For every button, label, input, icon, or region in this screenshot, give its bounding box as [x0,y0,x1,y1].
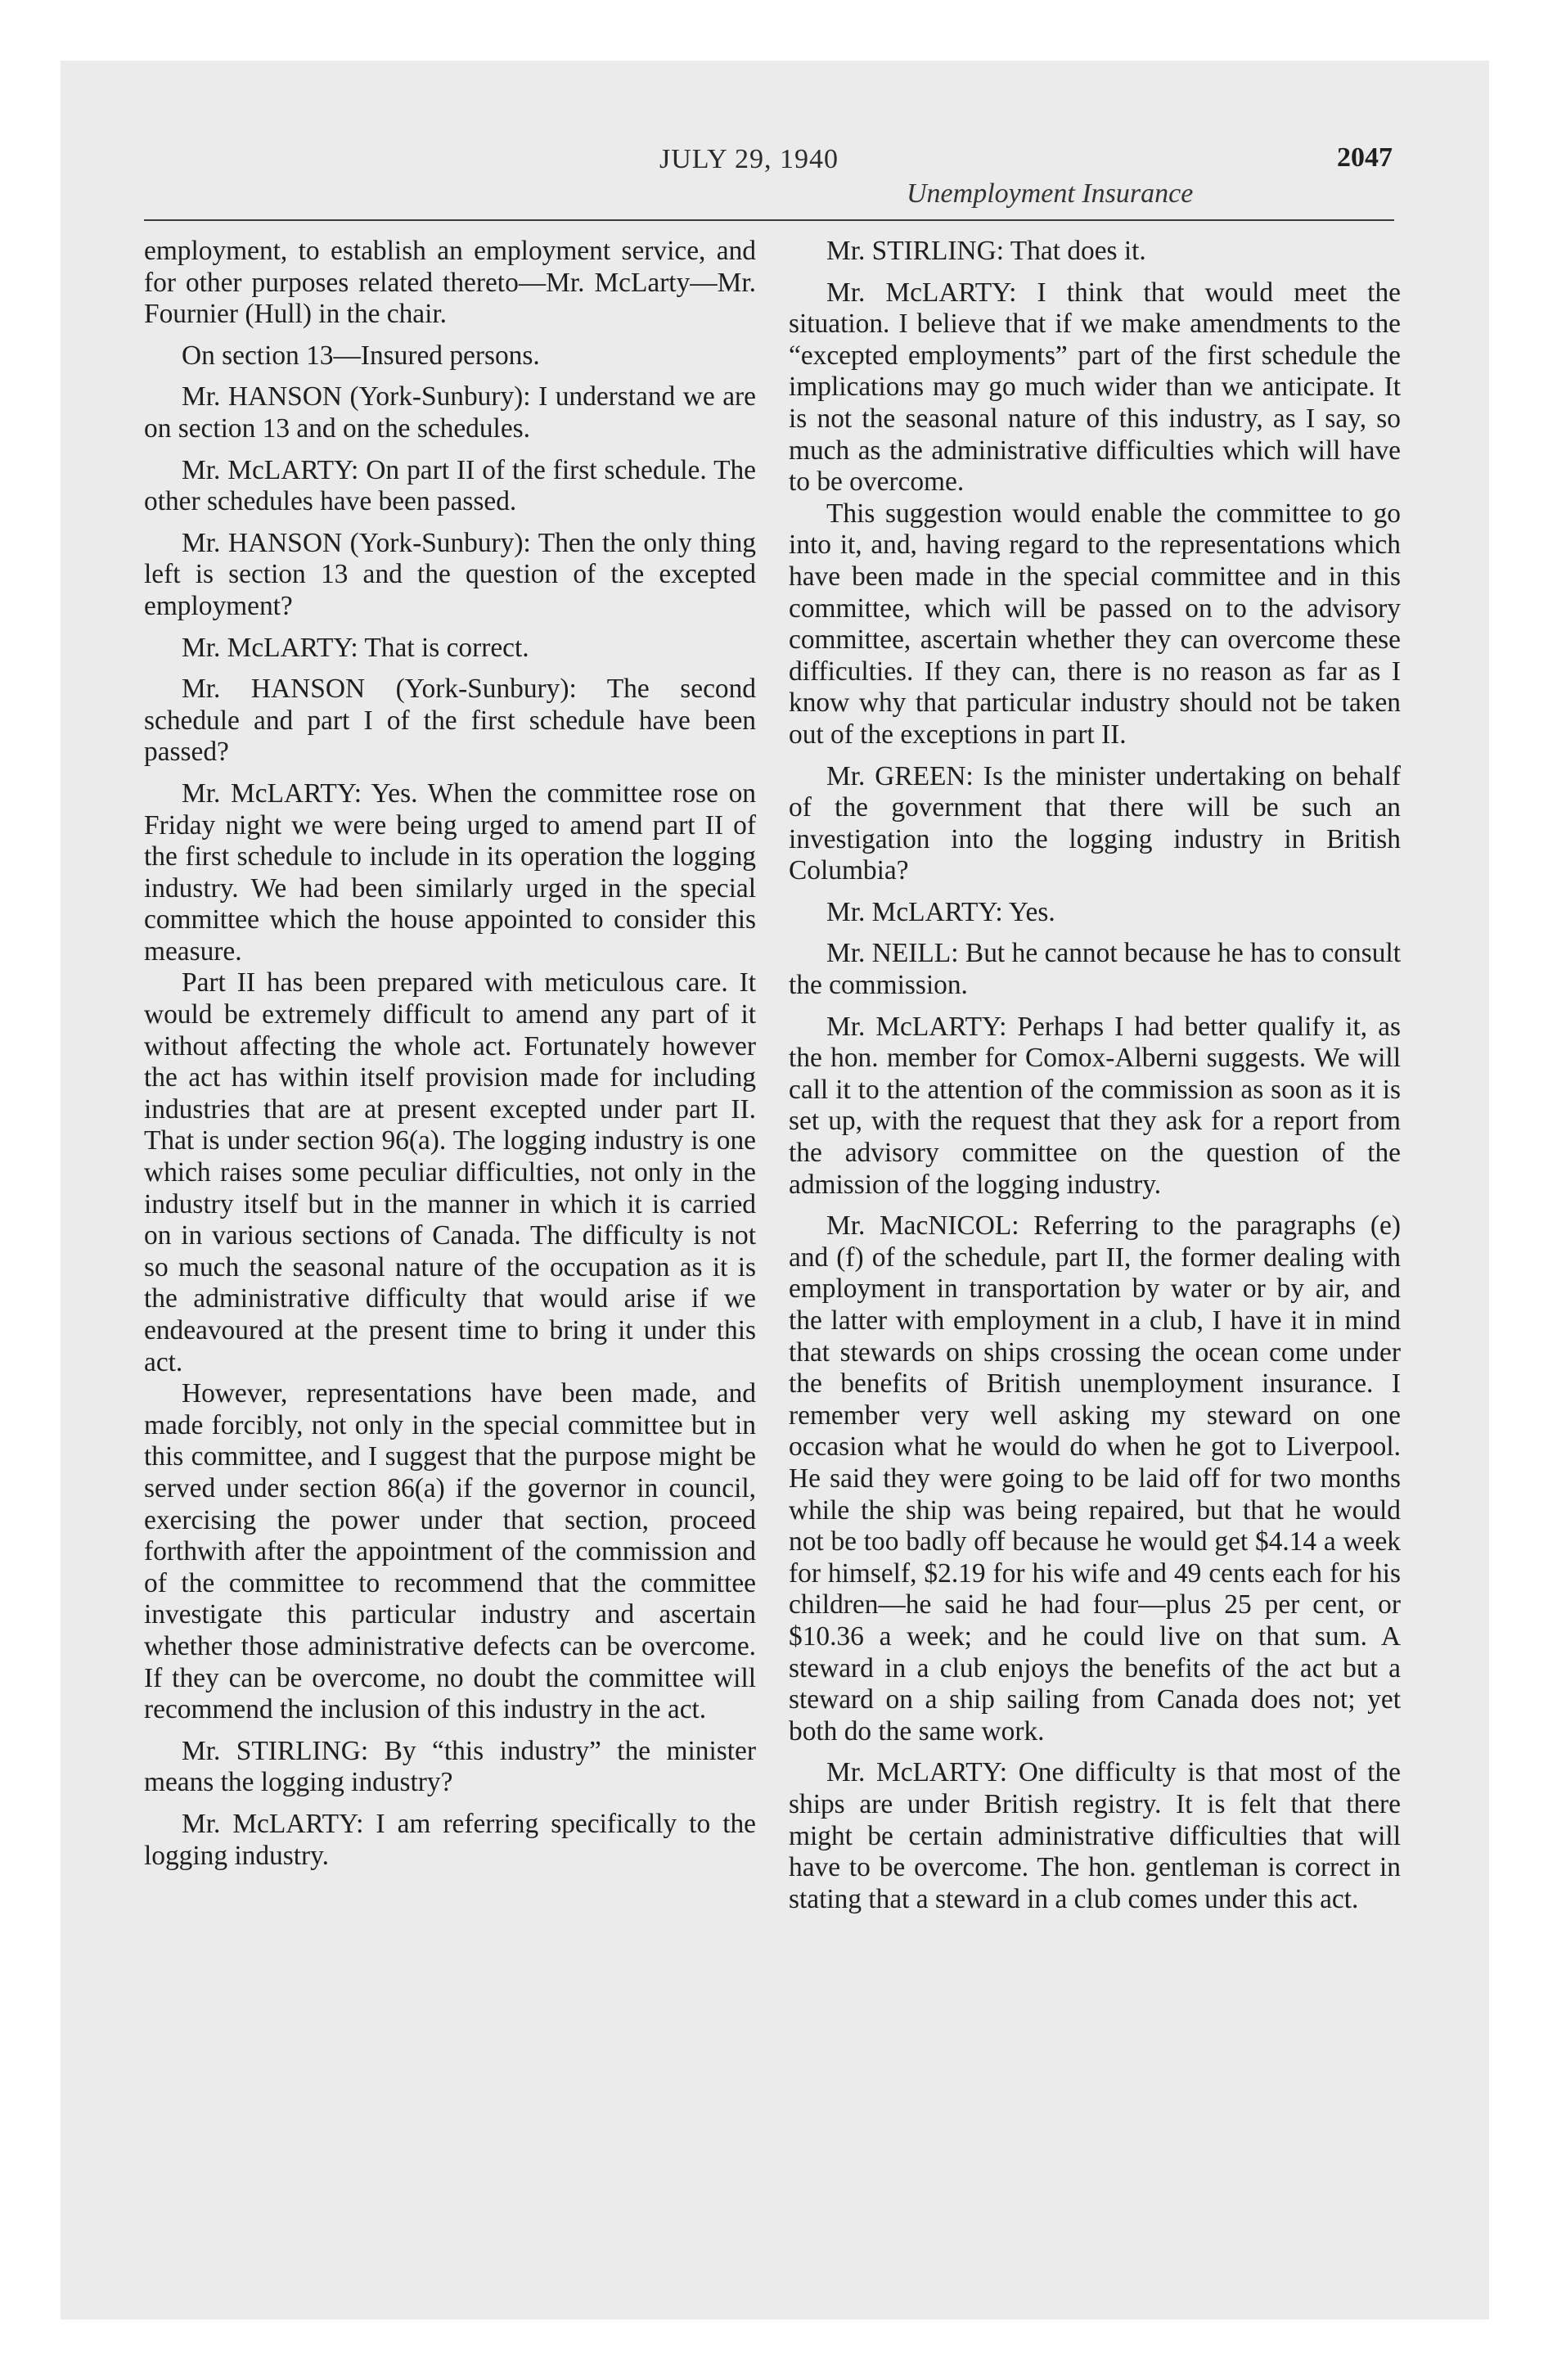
paragraph: Mr. STIRLING: That does it. [826,236,1146,266]
page-number: 2047 [1337,142,1393,173]
paragraph: Mr. McLARTY: One difficulty is that most of the ships are under British registry. It is felt that there might be certain administrative difficulties that will have to be overcome. The hon. gentleman is correct in stating that a steward in a club comes under this act. [789,1757,1401,1914]
paragraph: Mr. GREEN: Is the minister undertaking on behalf of the government that there will be such an investigation into the logging industry in British Columbia? [789,760,1401,886]
paragraph: Mr. HANSON (York-Sunbury): Then the only thing left is section 13 and the question of the excepted employment? [144,527,756,621]
paragraph: On section 13—Insured persons. [182,340,540,371]
paragraph: Mr. NEILL: But he cannot because he has to consult the commission. [789,938,1401,1001]
paragraph: Mr. McLARTY: On part II of the first schedule. The other schedules have been passed. [144,454,756,517]
paragraph: Mr. STIRLING: By “this industry” the minister means the logging industry? [144,1735,756,1798]
right-column [789,236,1401,1925]
paragraph: Mr. McLARTY: That is correct. [182,632,529,663]
left-column [144,236,756,1882]
paragraph: Mr. McLARTY: Perhaps I had better qualify it, as the hon. member for Comox-Alberni suggests. We will call it to the attention of the commission as soon as it is set up, with the request that they ask for a report from the advisory committee on the question of the admission of the logging industry. [789,1011,1401,1200]
paragraph: This suggestion would enable the committee to go into it, and, having regard to the representations which have been made in the special committee and in this committee, which will be passed on to the advisory committee, ascertain whether they can overcome these difficulties. If they can, there is no reason as far as I know why that particular industry should not be taken out of the exceptions in part II. [789,498,1401,750]
paragraph: Mr. McLARTY: I am referring specifically to the logging industry. [144,1808,756,1871]
header-date: JULY 29, 1940 [659,144,839,174]
paragraph: Mr. HANSON (York-Sunbury): The second schedule and part I of the first schedule have been passed? [144,674,756,768]
paragraph: Mr. MacNICOL: Referring to the paragraphs (e) and (f) of the schedule, part II, the former dealing with employment in transportation by water or by air, and the latter with employment in a club, I have it in mind that stewards on ships crossing the ocean come under the benefits of British unemployment insurance. I remember very well asking my steward on one occasion what he would do when he got to Liverpool. He said they were going to be laid off for two months while the ship was being repaired, but that he would not be too badly off because he would get $4.14 a week for himself, $2.19 for his wife and 49 cents each for his children—he said he had four—plus 25 per cent, or $10.36 a week; and he could live on that sum. A steward in a club enjoys the benefits of the act but a steward on a ship sailing from Canada does not; yet both do the same work. [789,1210,1401,1747]
paragraph: Mr. HANSON (York-Sunbury): I understand we are on section 13 and on the schedules. [144,381,756,444]
page-header [0,75,1548,209]
paragraph: Mr. McLARTY: Yes. When the committee rose on Friday night we were being urged to amend part II of the first schedule to include in its operation the logging industry. We had been similarly urged in the special committee which the house appointed to consider this measure. [144,778,756,967]
paragraph: employment, to establish an employment service, and for other purposes related thereto—Mr. McLarty—Mr. Fournier (Hull) in the chair. [144,236,756,330]
paragraph: Part II has been prepared with meticulous care. It would be extremely difficult to amend any part of it without affecting the whole act. Fortunately however the act has within itself provision made for including industries that are at present excepted under part II. That is under section 96(a). The logging industry is one which raises some peculiar difficulties, not only in the industry itself but in the manner in which it is carried on in various sections of Canada. The difficulty is not so much the seasonal nature of the occupation as it is the administrative difficulty that would arise if we endeavoured at the present time to bring it under this act. [144,967,756,1377]
header-rule [144,219,1394,221]
paragraph: However, representations have been made, and made forcibly, not only in the special committee but in this committee, and I suggest that the purpose might be served under section 86(a) if the governor in council, exercising the power under that section, proceed forthwith after the appointment of the commission and of the committee to recommend that the committee investigate this particular industry and ascertain whether those administrative defects can be overcome. If they can be overcome, no doubt the committee will recommend the inclusion of this industry in the act. [144,1378,756,1725]
paragraph: Mr. McLARTY: Yes. [826,896,1055,927]
running-title: Unemployment Insurance [907,178,1194,209]
paragraph: Mr. McLARTY: I think that would meet the situation. I believe that if we make amendments to the “excepted employments” part of the first schedule the implications may go much wider than we anticipate. It is not the seasonal nature of this industry, as I say, so much as the administrative difficulties which will have to be overcome. [789,277,1401,498]
